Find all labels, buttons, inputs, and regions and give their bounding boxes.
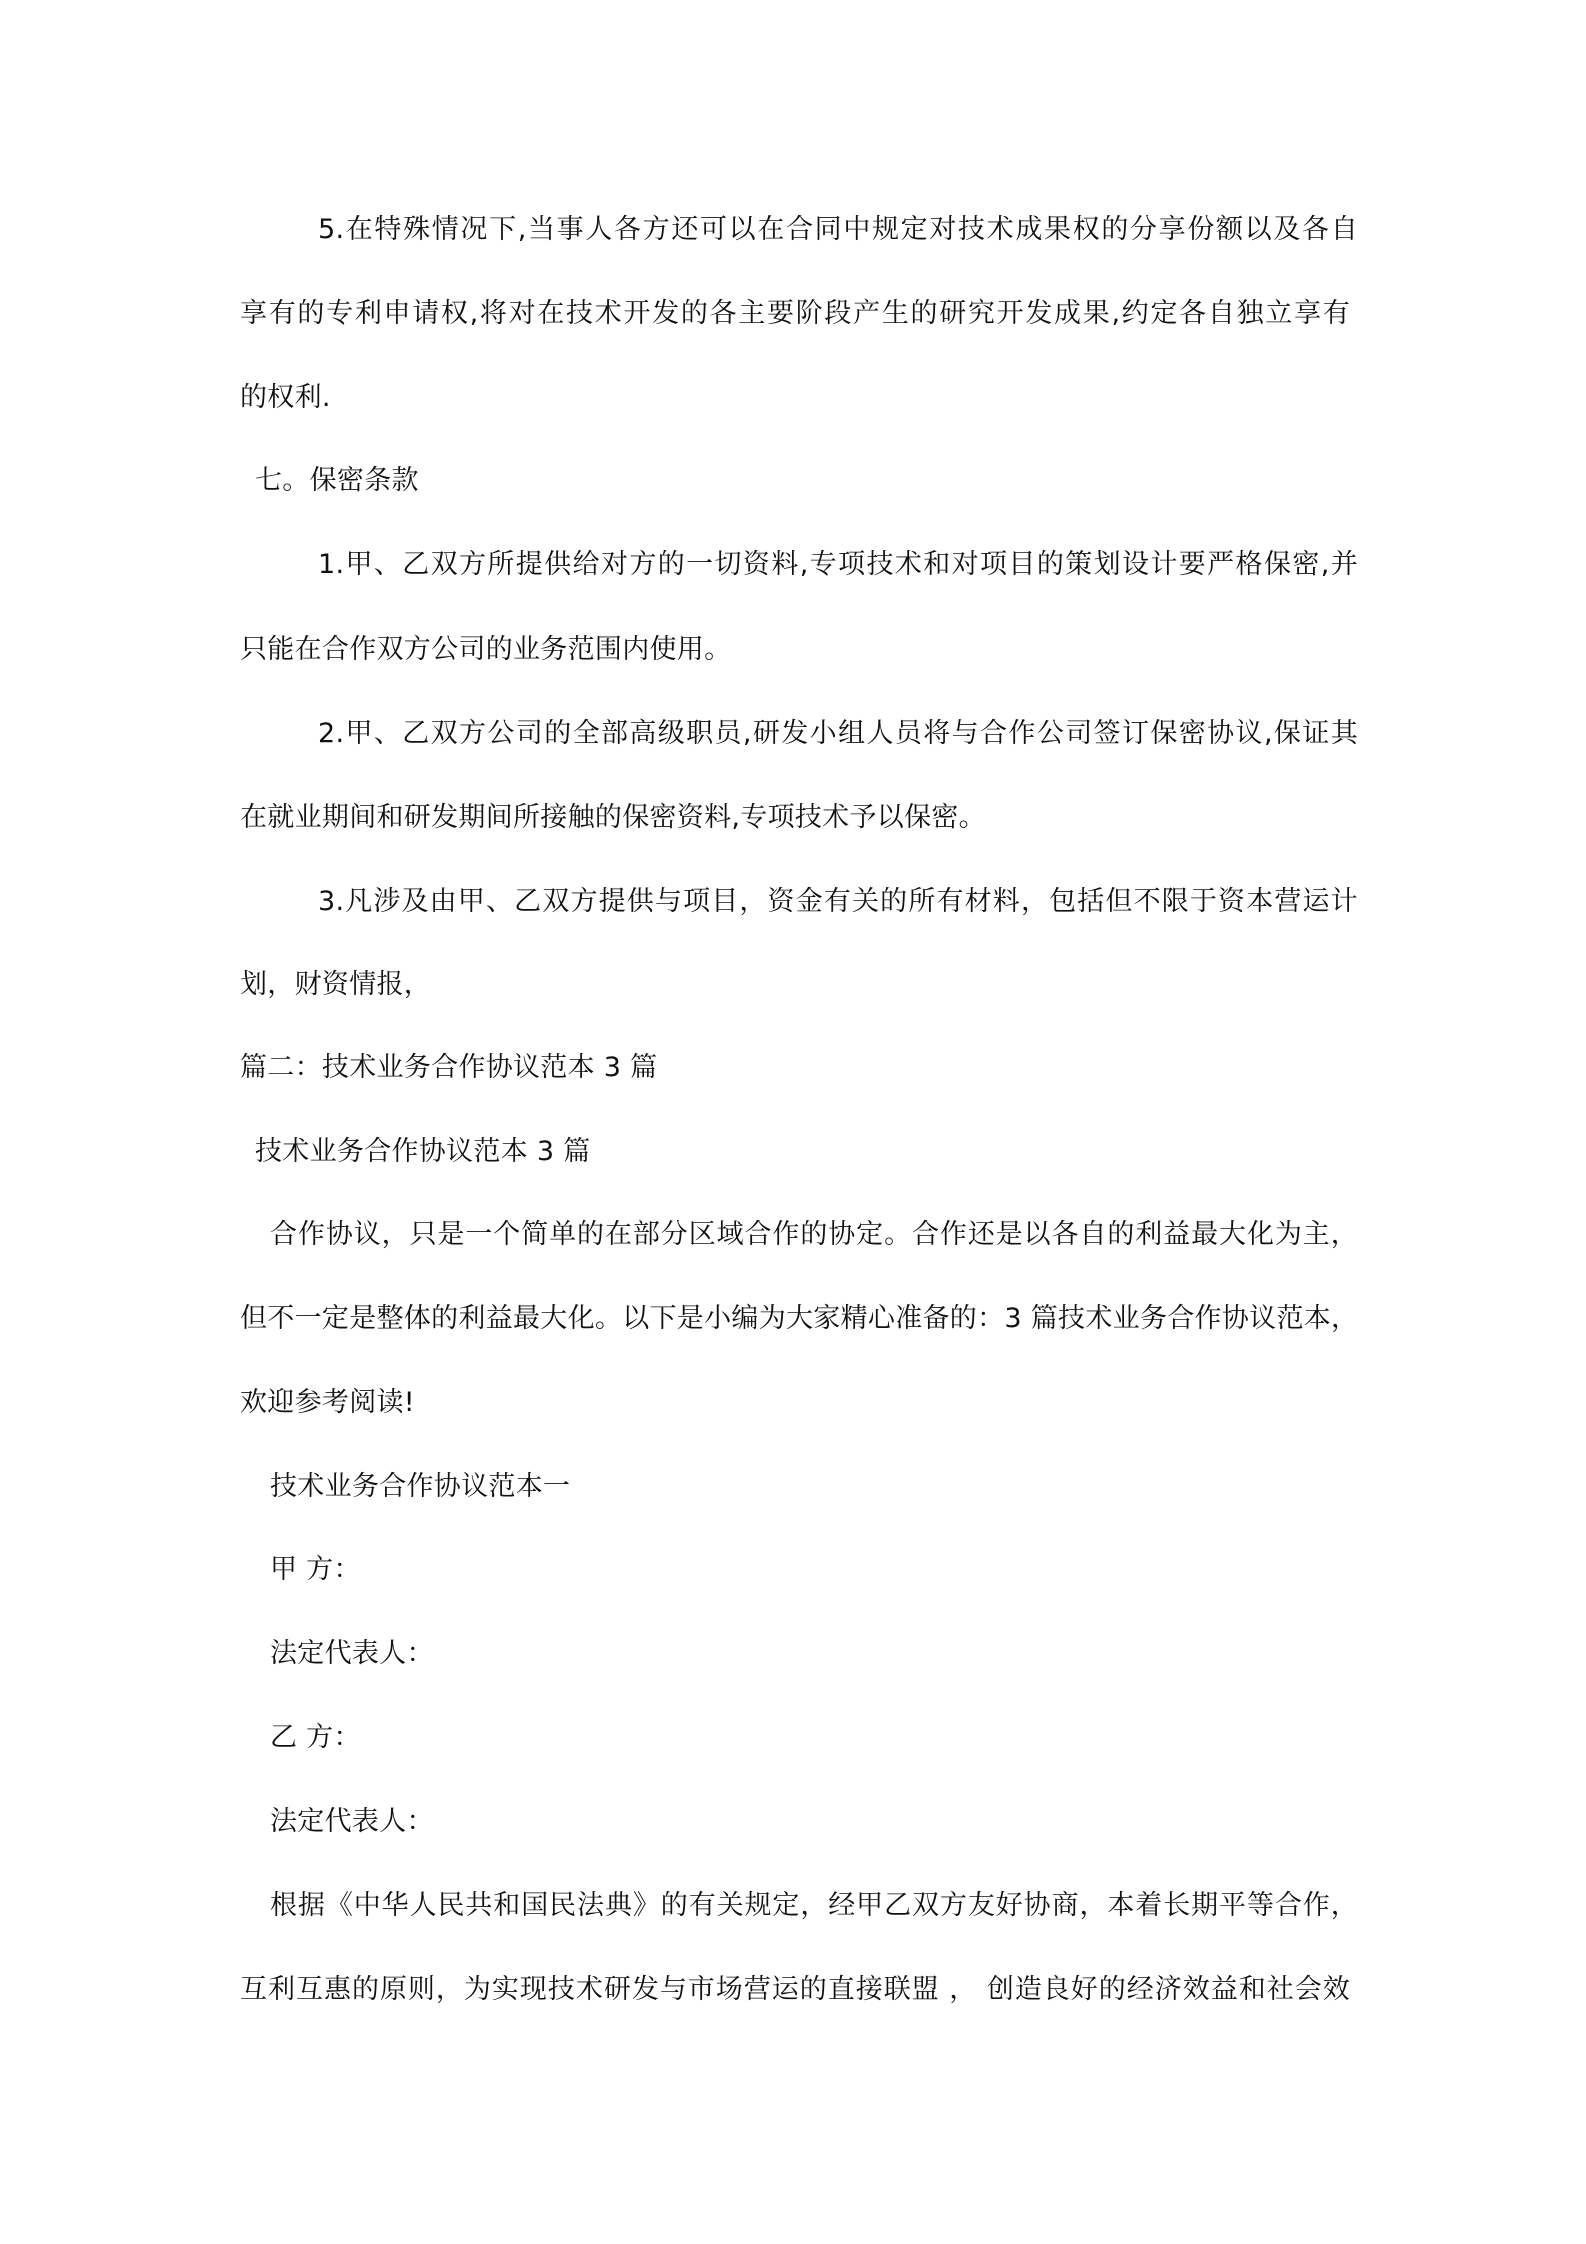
paragraph-line: 5.在特殊情况下,当事人各方还可以在合同中规定对技术成果权的分享份额以及各自	[318, 214, 1358, 245]
legal-representative-label: 法定代表人：	[270, 1806, 434, 1837]
paragraph-line: 合作协议，只是一个简单的在部分区域合作的协定。合作还是以各自的利益最大化为主，	[270, 1219, 1358, 1250]
paragraph-line: 只能在合作双方公司的业务范围内使用。	[240, 634, 732, 665]
paragraph-line: 的权利.	[240, 382, 331, 413]
section-heading: 七。保密条款	[255, 465, 419, 496]
paragraph-line: 欢迎参考阅读!	[240, 1387, 415, 1418]
paragraph-line: 在就业期间和研发期间所接触的保密资料,专项技术予以保密。	[240, 802, 986, 833]
paragraph-line: 3.凡涉及由甲、乙双方提供与项目，资金有关的所有材料，包括但不限于资本营运计	[318, 886, 1358, 917]
paragraph-line: 2.甲、乙双方公司的全部高级职员,研发小组人员将与合作公司签订保密协议,保证其	[318, 718, 1358, 749]
paragraph-line: 但不一定是整体的利益最大化。以下是小编为大家精心准备的：3 篇技术业务合作协议范本，	[240, 1303, 1359, 1334]
agreement-title: 技术业务合作协议范本一	[270, 1471, 571, 1502]
paragraph-line: 互利互惠的原则，为实现技术研发与市场营运的直接联盟 ， 创造良好的经济效益和社会效	[240, 1974, 1350, 2005]
legal-representative-label: 法定代表人：	[270, 1638, 434, 1669]
party-a-label: 甲 方：	[270, 1554, 361, 1585]
paragraph-line: 根据《中华人民共和国民法典》的有关规定，经甲乙双方友好协商，本着长期平等合作，	[270, 1890, 1358, 1921]
paragraph-line: 划，财资情报，	[240, 969, 432, 1000]
paragraph-line: 享有的专利申请权,将对在技术开发的各主要阶段产生的研究开发成果,约定各自独立享有	[240, 298, 1350, 329]
party-b-label: 乙 方：	[270, 1722, 361, 1753]
paragraph-line: 1.甲、乙双方所提供给对方的一切资料,专项技术和对项目的策划设计要严格保密,并	[318, 549, 1358, 580]
article-title: 技术业务合作协议范本 3 篇	[255, 1136, 591, 1167]
article-heading: 篇二：技术业务合作协议范本 3 篇	[240, 1052, 658, 1083]
